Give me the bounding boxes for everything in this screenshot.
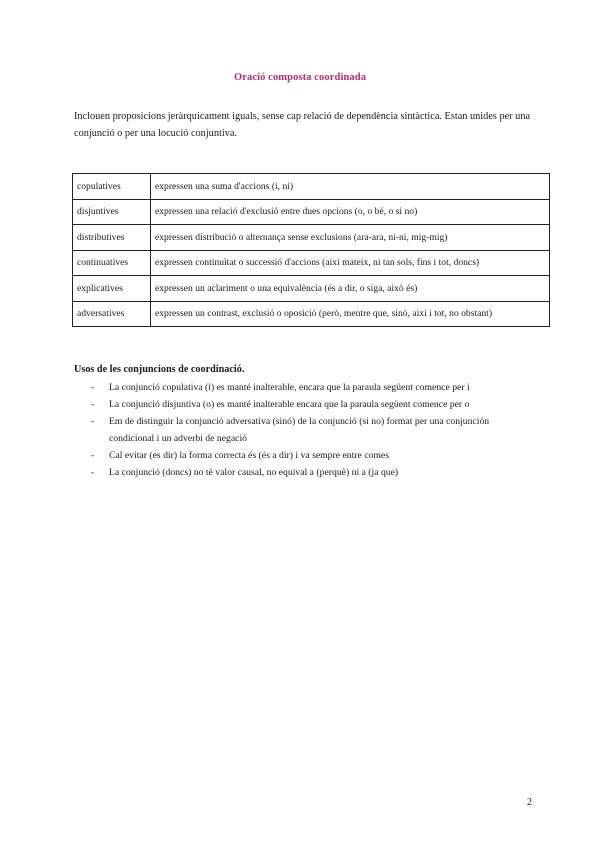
list-item-text: Em de distinguir la conjunció adversativa (sinó) de la conjunció (si no) format per una conjunción condicional i un adverbi de negació <box>109 416 490 444</box>
list-item-text: La conjunció copulativa (i) es manté inalterable, encara que la paraula següent comence per i <box>109 382 470 393</box>
list-bullet: - <box>91 450 95 461</box>
conjunction-description: expressen una suma d'accions (i, ni) <box>151 174 550 200</box>
list-bullet: - <box>91 467 95 478</box>
table-row <box>73 276 550 302</box>
usos-heading: Usos de les conjuncions de coordinació. <box>74 364 245 375</box>
conjunction-description: expressen una relació d'exclusió entre dues opcions (o, o bé, o si no) <box>151 199 550 225</box>
list-item <box>74 464 534 481</box>
list-item-text: La conjunció (doncs) no té valor causal, no equival a (perquè) ni a (ja que) <box>109 467 399 478</box>
page-title: Oració composta coordinada <box>233 72 367 83</box>
conjunction-description: expressen un contrast, exclusió o oposició (però, mentre que, sinó, així i tot, no obstant) <box>151 301 550 327</box>
list-item <box>74 413 534 447</box>
list-bullet: - <box>91 382 95 393</box>
list-item-text: La conjunció disjuntiva (o) es manté inalterable encara que la paraula següent comence per o <box>109 399 470 410</box>
list-item-text: Cal evitar (es dir) la forma correcta és (és a dir) i va sempre entre comes <box>109 450 389 461</box>
list-item <box>74 396 534 413</box>
list-item <box>74 447 534 464</box>
conjunction-type: distributives <box>73 225 151 251</box>
conjunction-table <box>72 173 550 327</box>
intro-paragraph: Inclouen proposicions jeràrquicament iguals, sense cap relació de dependència sintàctica. Estan unides per una conjunció o per una locució conjuntiva. <box>74 111 531 139</box>
conjunction-type: continuatives <box>73 250 151 276</box>
conjunction-type: disjuntives <box>73 199 151 225</box>
list-item <box>74 379 534 396</box>
table-row <box>73 174 550 200</box>
conjunction-type: copulatives <box>73 174 151 200</box>
page-number: 2 <box>527 797 532 808</box>
table-row <box>73 199 550 225</box>
table-row <box>73 250 550 276</box>
conjunction-description: expressen un aclariment o una equivalència (és a dir, o siga, això és) <box>151 276 550 302</box>
list-bullet: - <box>91 399 95 410</box>
conjunction-type: adversatives <box>73 301 151 327</box>
list-bullet: - <box>91 416 95 427</box>
table-row <box>73 301 550 327</box>
usos-list <box>74 379 534 481</box>
conjunction-description: expressen distribució o alternança sense exclusions (ara-ara, ni-ni, mig-mig) <box>151 225 550 251</box>
conjunction-description: expressen continuïtat o successió d'accions (així mateix, ni tan sols, fins i tot, doncs) <box>151 250 550 276</box>
table-row <box>73 225 550 251</box>
conjunction-type: explicatives <box>73 276 151 302</box>
